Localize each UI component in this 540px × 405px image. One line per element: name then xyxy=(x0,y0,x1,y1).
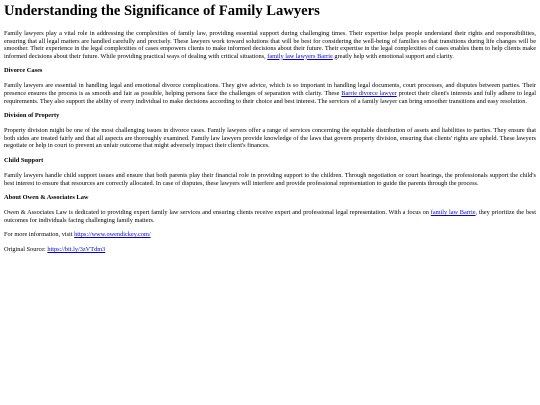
source-line xyxy=(4,246,536,254)
about-text: Owen & Associates Law is dedicated to providing expert family law services and ensuring clients receive expert and professional legal representation. With a focus on xyxy=(4,209,429,217)
divorce-text-end: protect their client's interests and fully adhere to legal requirements. They also support the ability of every individual to make decisions according to their choice and best interest. The services of a family lawyer can bring smoother transitions and easy resolution. xyxy=(4,89,537,105)
child-support-heading: Child Support xyxy=(4,156,44,164)
source-label: Original Source: xyxy=(4,245,46,253)
website-link[interactable]: https://www.owendickey.com/ xyxy=(74,231,151,239)
about-heading: About Owen & Associates Law xyxy=(4,194,89,202)
divorce-paragraph xyxy=(4,82,536,105)
barrie-divorce-lawyer-link[interactable]: Barrie divorce lawyer xyxy=(341,89,397,97)
property-paragraph: Property division might be one of the most challenging issues in divorce cases. Family lawyers offer a range of services concerning the equitable distribution of assets and liabilities to parties. They ensure that both sides are treated fairly and that all aspects are thoroughly examined. Family law lawyers provide knowledge of the laws that govern property division, ensuring that clients' rights are upheld. These lawyers negotiate or help in court to prevent an unfair outcome that might adversely impact their client's finances. xyxy=(4,127,536,150)
divorce-text: Family lawyers are essential in handling legal and emotional divorce complications. They give advice, which is so important in handling legal documents, court processes, and disputes between parties. Their presence ensures the process is as smooth and fair as possible, helping persons face the challenges of separation with clarity. These xyxy=(4,82,536,97)
more-info-line xyxy=(4,231,536,239)
page-title: Understanding the Significance of Family Lawyers xyxy=(4,3,320,19)
divorce-heading: Divorce Cases xyxy=(4,67,43,75)
property-heading: Division of Property xyxy=(4,112,60,120)
family-law-barrie-link[interactable]: family law Barrie xyxy=(430,209,476,217)
intro-paragraph xyxy=(4,30,536,60)
about-text-end: , they prioritize the best outcomes for individuals facing challenging family matters. xyxy=(4,209,536,224)
family-law-lawyers-barrie-link[interactable]: family law lawyers Barrie xyxy=(267,52,333,60)
child-support-paragraph: Family lawyers handle child support issues and ensure that both parents play their financial role in providing support to the children. Through negotiation or court hearings, the professionals support the child's best interest to ensure that resources are correctly allocated. In case of disputes, these lawyers will interfere and provide professional representation to guide the parents through the process. xyxy=(4,171,536,187)
intro-text: Family lawyers play a vital role in addressing the complexities of family law, providing essential support during challenging times. Their expertise helps people understand their rights and responsibilities, ensuring that all legal matters are handled carefully and precisely. These lawyers work toward solutions that will be best for considering the well-being of families so that transitions during life changes will be smoother. Their experience in the legal complexities of cases empowers clients to make informed decisions about their future. Their expertise in the legal complexities of cases enables them to help clients make informed decisions about their future. While providing practical ways of dealing with critical situations, xyxy=(4,30,536,60)
source-link[interactable]: https://bit.ly/3zVTdm3 xyxy=(47,245,106,253)
intro-text-end: greatly help with emotional support and clarity. xyxy=(334,52,454,60)
more-info-label: For more information, visit xyxy=(4,231,73,239)
about-paragraph xyxy=(4,209,536,224)
